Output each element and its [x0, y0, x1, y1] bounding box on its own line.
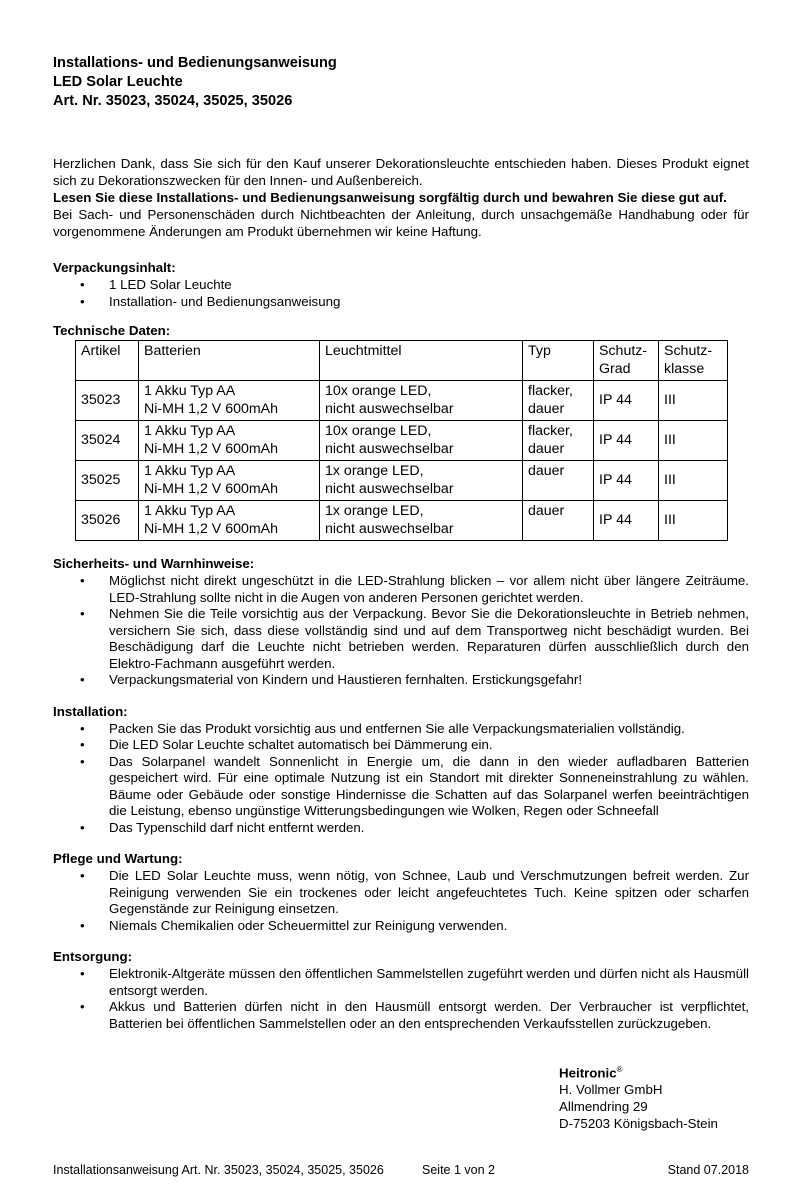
registered-mark: ®: [616, 1065, 623, 1074]
list-item: [53, 277, 749, 294]
address-line-1: H. Vollmer GmbH: [559, 1082, 663, 1098]
table-cell: 1 Akku Typ AA Ni-MH 1,2 V 600mAh: [139, 421, 320, 461]
address-line-2: Allmendring 29: [559, 1099, 648, 1115]
document-title: [53, 54, 749, 111]
list-item: [53, 672, 749, 689]
table-cell: 35024: [76, 421, 139, 461]
table-header-row: [76, 341, 728, 381]
table-header-cell: Typ: [523, 341, 594, 381]
table-cell: dauer: [523, 501, 594, 541]
bullet-icon: •: [80, 966, 85, 981]
care-list: [53, 868, 749, 934]
table-cell: 35023: [76, 381, 139, 421]
table-cell: 10x orange LED, nicht auswechselbar: [320, 381, 523, 421]
table-cell: 1 Akku Typ AA Ni-MH 1,2 V 600mAh: [139, 501, 320, 541]
disposal-heading: Entsorgung:: [53, 949, 133, 964]
table-cell: III: [659, 381, 728, 421]
list-item: [53, 721, 749, 738]
bullet-icon: •: [80, 720, 85, 736]
bullet-icon: •: [80, 672, 85, 687]
document-page: [53, 54, 749, 1032]
intro-section: [53, 155, 749, 240]
bullet-icon: •: [80, 868, 85, 883]
list-item-text: Niemals Chemikalien oder Scheuermittel zur Reinigung verwenden.: [109, 917, 508, 933]
table-cell: 10x orange LED, nicht auswechselbar: [320, 421, 523, 461]
bullet-icon: •: [80, 293, 85, 309]
list-item-text: Das Solarpanel wandelt Sonnenlicht in Energie um, die dann in den wieder aufladbaren Batterien gespeichert wird. Für eine optimale Nutzung ist ein Standort mit direkter Sonneneinstrahlung zu wählen. Bäume oder Gebäude oder sonstige Hindernisse die Schatten auf das Solarpanel werfen beeinträchtigen die Leistung, ebenso ungünstige Witterungsbedingungen wie Wolken, Regen oder Schneefall: [109, 753, 749, 818]
table-cell: IP 44: [594, 381, 659, 421]
list-item-text: Die LED Solar Leuchte schaltet automatisch bei Dämmerung ein.: [109, 737, 493, 752]
packaging-heading: Verpackungsinhalt:: [53, 260, 176, 275]
table-header-cell: Batterien: [139, 341, 320, 381]
list-item: [53, 918, 749, 935]
brand-name: Heitronic: [559, 1065, 617, 1081]
safety-heading: Sicherheits- und Warnhinweise:: [53, 556, 255, 571]
table-cell: III: [659, 461, 728, 501]
table-cell: IP 44: [594, 501, 659, 541]
disposal-list: [53, 966, 749, 1032]
list-item-text: 1 LED Solar Leuchte: [109, 277, 232, 292]
footer-page-number: Seite 1 von 2: [422, 1163, 495, 1177]
packaging-list: [53, 277, 749, 310]
table-body: [76, 381, 728, 541]
list-item-text: Nehmen Sie die Teile vorsichtig aus der Verpackung. Bevor Sie die Dekorationsleuchte in Betrieb nehmen, versichern Sie sich, dass diese vollständig sind und auf dem Transportweg nicht beschädigt wurden. Bei Beschädigung darf die Leuchte nicht betrieben werden. Reparaturen dürfen ausschließlich durch den Elektro-Fachmann ausgeführt werden.: [109, 606, 749, 671]
list-item: [53, 294, 749, 311]
address-line-3: D-75203 Königsbach-Stein: [559, 1116, 718, 1132]
list-item: [53, 966, 749, 999]
bullet-icon: •: [80, 277, 85, 292]
bullet-icon: •: [80, 573, 85, 588]
table-cell: III: [659, 421, 728, 461]
bullet-icon: •: [80, 753, 85, 769]
company-address: [559, 1061, 718, 1132]
bullet-icon: •: [80, 999, 85, 1014]
list-item-text: Möglichst nicht direkt ungeschützt in die LED-Strahlung blicken – vor allem nicht über längere Zeiträume. LED-Strahlung sollte nicht in die Augen von anderen Personen gerichtet werden.: [109, 573, 749, 605]
table-cell: dauer: [523, 461, 594, 501]
table-cell: flacker, dauer: [523, 421, 594, 461]
technical-table: [75, 340, 728, 541]
company-brand: [559, 1061, 718, 1081]
table-header-cell: Schutz- Grad: [594, 341, 659, 381]
list-item: [53, 820, 749, 837]
title-line-1: Installations- und Bedienungsanweisung: [53, 55, 337, 71]
table-row: [76, 381, 728, 421]
title-line-2: LED Solar Leuchte: [53, 74, 183, 90]
table-cell: 35026: [76, 501, 139, 541]
table-cell: 1 Akku Typ AA Ni-MH 1,2 V 600mAh: [139, 461, 320, 501]
table-cell: IP 44: [594, 461, 659, 501]
bullet-icon: •: [80, 737, 85, 752]
table-row: [76, 421, 728, 461]
care-heading: Pflege und Wartung:: [53, 851, 183, 866]
table-cell: III: [659, 501, 728, 541]
table-cell: 1 Akku Typ AA Ni-MH 1,2 V 600mAh: [139, 381, 320, 421]
table-cell: IP 44: [594, 421, 659, 461]
table-row: [76, 501, 728, 541]
list-item: [53, 999, 749, 1032]
bullet-icon: •: [80, 819, 85, 835]
table-cell: flacker, dauer: [523, 381, 594, 421]
installation-list: [53, 721, 749, 837]
list-item: [53, 868, 749, 918]
list-item: [53, 573, 749, 606]
table-cell: 1x orange LED, nicht auswechselbar: [320, 461, 523, 501]
footer-document-ref: Installationsanweisung Art. Nr. 35023, 35024, 35025, 35026: [53, 1163, 384, 1177]
table-row: [76, 461, 728, 501]
list-item-text: Packen Sie das Produkt vorsichtig aus und entfernen Sie alle Verpackungsmaterialien vollständig.: [109, 720, 685, 736]
table-header-cell: Schutz- klasse: [659, 341, 728, 381]
table-header-cell: Leuchtmittel: [320, 341, 523, 381]
footer-date: Stand 07.2018: [667, 1163, 749, 1177]
list-item-text: Verpackungsmaterial von Kindern und Haustieren fernhalten. Erstickungsgefahr!: [109, 672, 583, 687]
intro-paragraph-1: Herzlichen Dank, dass Sie sich für den Kauf unserer Dekorationsleuchte entschieden haben. Dieses Produkt eignet sich zu Dekorationszwecken für den Innen- und Außenbereich.: [53, 156, 749, 188]
list-item: [53, 606, 749, 672]
intro-paragraph-2: Lesen Sie diese Installations- und Bedienungsanweisung sorgfältig durch und bewahren Sie diese gut auf.: [53, 190, 727, 205]
table-header-cell: Artikel: [76, 341, 139, 381]
installation-heading: Installation:: [53, 703, 128, 719]
title-line-3: Art. Nr. 35023, 35024, 35025, 35026: [53, 93, 293, 109]
bullet-icon: •: [80, 917, 85, 933]
intro-paragraph-3: Bei Sach- und Personenschäden durch Nichtbeachten der Anleitung, durch unsachgemäße Handhabung oder für vorgenommene Änderungen am Produkt übernehmen wir keine Haftung.: [53, 207, 749, 239]
list-item: [53, 754, 749, 820]
list-item: [53, 737, 749, 754]
list-item-text: Das Typenschild darf nicht entfernt werden.: [109, 819, 365, 835]
list-item-text: Akkus und Batterien dürfen nicht in den Hausmüll entsorgt werden. Der Verbraucher ist verpflichtet, Batterien bei öffentlichen Sammelstellen oder an den entsprechenden Verkaufsstellen zurückzugeben.: [109, 999, 749, 1031]
list-item-text: Elektronik-Altgeräte müssen den öffentlichen Sammelstellen zugeführt werden und dürfen nicht als Hausmüll entsorgt werden.: [109, 966, 749, 998]
list-item-text: Die LED Solar Leuchte muss, wenn nötig, von Schnee, Laub und Verschmutzungen befreit werden. Zur Reinigung verwenden Sie ein trockenes oder leicht angefeuchtetes Tuch. Keine spitzen oder scharfen Gegenstände zur Reinigung einsetzen.: [109, 868, 749, 916]
safety-list: [53, 573, 749, 689]
technical-heading: Technische Daten:: [53, 323, 171, 338]
list-item-text: Installation- und Bedienungsanweisung: [109, 293, 341, 309]
table-cell: 35025: [76, 461, 139, 501]
table-cell: 1x orange LED, nicht auswechselbar: [320, 501, 523, 541]
bullet-icon: •: [80, 606, 85, 621]
